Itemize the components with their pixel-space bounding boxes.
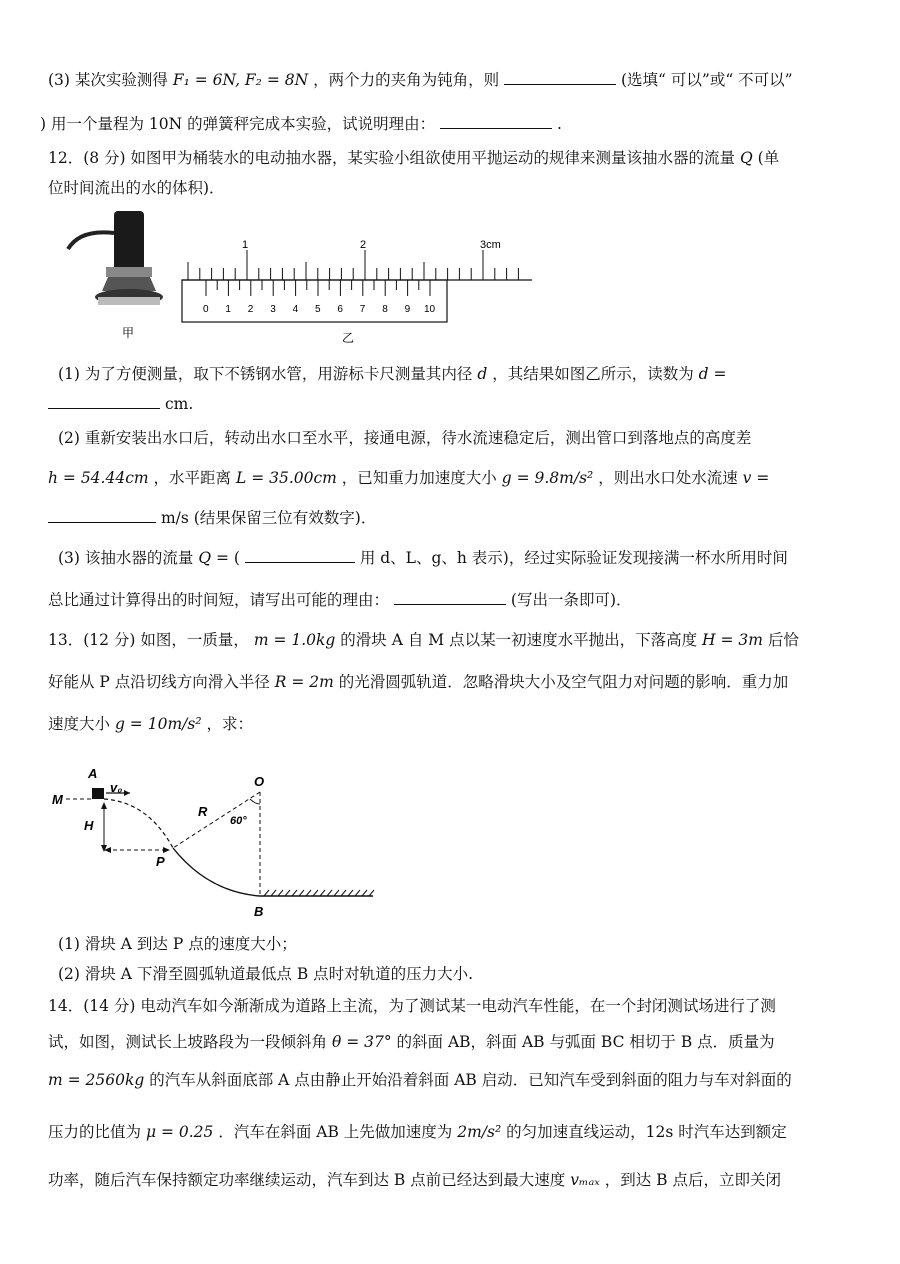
ground-hatching [264, 890, 374, 896]
projectile-path [104, 799, 173, 848]
fig-jia-label: 甲 [122, 326, 135, 340]
q12-part3-line2: 总比通过计算得出的时间短，请写出可能的理由： (写出一条即可)． [48, 591, 632, 609]
q11-forces: F₁ = 6N, F₂ = 8N [172, 71, 309, 89]
hatch-line [264, 890, 269, 896]
vernier-tick-label: 4 [292, 304, 299, 315]
hatch-line [313, 890, 318, 896]
q13-stem-line2: 好能从 P 点沿切线方向滑入半径 R = 2m 的光滑圆弧轨道．忽略滑块大小及空气阻力对问题的影响．重力加 [48, 673, 789, 691]
answer-blank-reason[interactable] [394, 590, 506, 605]
q14-stem-line5: 功率，随后汽车保持额定功率继续运动，汽车到达 B 点前已经达到最大速度 vₘₐₓ ，到达 B 点后，立即关闭 [48, 1171, 781, 1189]
label-O: O [254, 774, 265, 789]
main-tick-label-3: 3cm [480, 239, 501, 251]
vernier-tick-label: 7 [359, 304, 366, 315]
hatch-line [369, 890, 374, 896]
angle-arc [250, 799, 260, 804]
q12-part2-line3: m/s (结果保留三位有效数字)． [48, 506, 376, 528]
label-R: R [198, 804, 208, 819]
P-level-arrowhead [163, 847, 170, 853]
vernier-scale-labels [203, 304, 436, 315]
vernier-tick-label: 10 [424, 304, 436, 315]
hatch-line [355, 890, 360, 896]
vernier-caliper-figure [176, 228, 536, 348]
main-tick-label-1: 1 [242, 239, 249, 251]
q13-stem-line1: 13．(12 分) 如图，一质量， m = 1.0kg 的滑块 A 自 M 点以某一初速度水平抛出，下落高度 H = 3m 后恰 [48, 631, 799, 649]
hatch-line [341, 890, 346, 896]
hatch-line [271, 890, 276, 896]
vernier-tick-label: 6 [337, 304, 343, 315]
slider-block-A [92, 788, 104, 799]
answer-blank-v[interactable] [48, 508, 156, 523]
q12-part2-line2: h = 54.44cm ，水平距离 L = 35.00cm ，已知重力加速度大小 g = 9.8m/s² ，则出水口处水流速 v = [48, 469, 770, 487]
hatch-line [334, 890, 339, 896]
hatch-line [285, 890, 290, 896]
q13-sub1: (1) 滑块 A 到达 P 点的速度大小； [58, 935, 297, 953]
main-tick-label-2: 2 [360, 239, 367, 251]
q12-part1-line2: cm. [48, 394, 193, 413]
v0-arrowhead [124, 790, 130, 796]
answer-blank-d[interactable] [48, 394, 160, 409]
q12-stem-line2: 位时间流出的水的体积)． [48, 179, 225, 197]
q12-part1-line1: (1) 为了方便测量，取下不锈钢水管，用游标卡尺测量其内径 d ，其结果如图乙所示，读数为 d = [58, 365, 727, 383]
label-A: A [88, 766, 98, 781]
q13-sub2: (2) 滑块 A 下滑至圆弧轨道最低点 B 点时对轨道的压力大小. [58, 965, 474, 983]
q11-part3-line2: ) 用一个量程为 10N 的弹簧秤完成本实验，试说明理由： . [40, 115, 562, 133]
H-arrowhead-top [101, 802, 107, 809]
vernier-tick-label: 1 [225, 304, 231, 315]
q14-stem-line1: 14．(14 分) 电动汽车如今渐渐成为道路上主流，为了测试某一电动汽车性能，在一个封闭测试场进行了测 [48, 997, 776, 1015]
answer-blank[interactable] [440, 114, 552, 129]
hatch-line [306, 890, 311, 896]
label-M: M [52, 792, 63, 807]
q12-stem-line1: 12．(8 分) 如图甲为桶装水的电动抽水器，某实验小组欲使用平抛运动的规律来测量该抽水器的流量 Q (单 [48, 149, 780, 167]
answer-blank[interactable] [504, 70, 616, 85]
q13-stem-line3: 速度大小 g = 10m/s² ，求： [48, 715, 253, 733]
label-B: B [254, 904, 264, 919]
answer-blank-Q[interactable] [245, 548, 355, 563]
vernier-scale-ticks [206, 280, 430, 296]
pump-spout [68, 232, 114, 249]
hatch-line [299, 890, 304, 896]
hatch-line [320, 890, 325, 896]
vernier-tick-label: 0 [203, 304, 209, 315]
bottle-neck [98, 297, 160, 305]
vernier-tick-label: 9 [404, 304, 411, 315]
hatch-line [327, 890, 332, 896]
hatch-line [278, 890, 283, 896]
pump-collar [106, 267, 152, 277]
projectile-arc-figure [48, 762, 388, 922]
vernier-tick-label: 8 [382, 304, 388, 315]
label-H: H [84, 818, 94, 833]
fig-yi-label: 乙 [342, 331, 355, 345]
main-scale-ticks [188, 250, 518, 280]
circular-arc-track [173, 848, 260, 896]
hatch-line [348, 890, 353, 896]
label-angle: 60° [230, 815, 247, 827]
hatch-line [292, 890, 297, 896]
q12-part2-line1: (2) 重新安装出水口后，转动出水口至水平，接通电源，待水流速稳定后，测出管口到落地点的高度差 [58, 429, 752, 447]
q14-stem-line3: m = 2560kg 的汽车从斜面底部 A 点由静止开始沿着斜面 AB 启动．已知汽车受到斜面的阻力与车对斜面的 [48, 1071, 792, 1089]
label-v0: v₀ [110, 780, 123, 795]
hatch-line [362, 890, 367, 896]
label-P: P [156, 854, 165, 869]
vernier-tick-label: 2 [247, 304, 254, 315]
pump-base [102, 277, 156, 291]
q14-stem-line2: 试，如图，测试长上坡路段为一段倾斜角 θ = 37° 的斜面 AB，斜面 AB 与弧面 BC 相切于 B 点．质量为 [48, 1033, 775, 1051]
vernier-tick-label: 5 [315, 304, 321, 315]
q14-stem-line4: 压力的比值为 μ = 0.25 ．汽车在斜面 AB 上先做加速度为 2m/s² 的匀加速直线运动，12s 时汽车达到额定 [48, 1123, 787, 1141]
pump-body [114, 211, 144, 275]
q11-part3-line1: (3) 某次实验测得 F₁ = 6N, F₂ = 8N ，两个力的夹角为钝角，则 (选填“ 可以”或“ 不可以” [48, 71, 793, 89]
q12-part3-line1: (3) 该抽水器的流量 Q = ( 用 d、L、g、h 表示)，经过实际验证发现接满一杯水所用时间 [58, 549, 788, 567]
pump-figure [60, 205, 170, 345]
radius-OP [173, 792, 260, 848]
vernier-tick-label: 3 [270, 304, 276, 315]
H-arrowhead-bottom [101, 845, 107, 852]
